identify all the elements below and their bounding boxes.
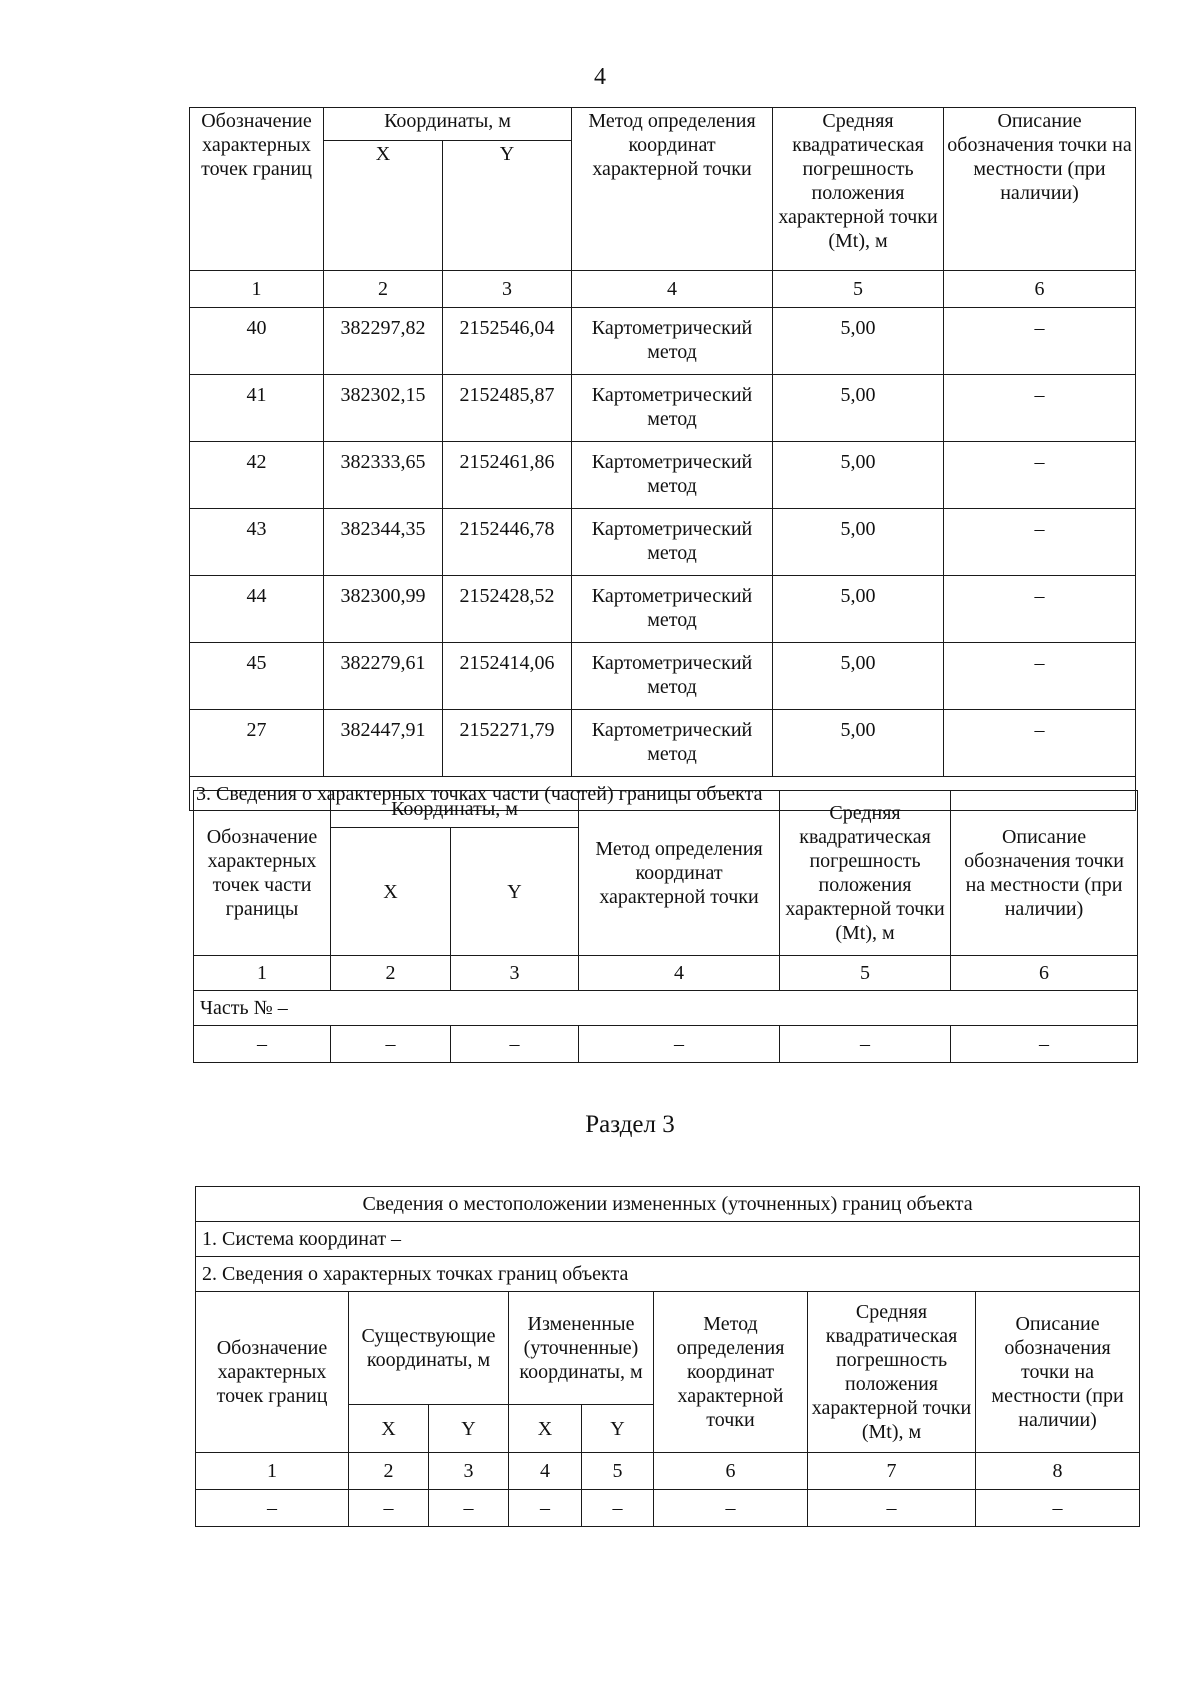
error-value: 5,00	[773, 308, 944, 375]
error-value: 5,00	[773, 710, 944, 777]
error-value: 5,00	[773, 375, 944, 442]
header-method: Метод определения координат характерной точки	[579, 791, 780, 956]
method: Картометрический метод	[572, 375, 773, 442]
table-row	[190, 509, 1136, 576]
header-method: Метод определения координат характерной точки	[572, 108, 773, 271]
coord-y: 2152271,79	[443, 710, 572, 777]
coord-y: 2152485,87	[443, 375, 572, 442]
coord-x: 382447,91	[324, 710, 443, 777]
empty-cell: –	[429, 1490, 509, 1527]
column-number: 3	[443, 271, 572, 308]
header-error: Средняя квадратическая погрешность положения характерной точки (Mt), м	[773, 108, 944, 271]
column-number: 1	[196, 1453, 349, 1490]
header-description: Описание обозначения точки на местности (при наличии)	[944, 108, 1136, 271]
description: –	[944, 308, 1136, 375]
header-y: Y	[443, 141, 572, 271]
column-numbers-row	[194, 956, 1138, 991]
section-heading: Раздел 3	[585, 1111, 675, 1138]
point-id: 44	[190, 576, 324, 643]
column-number: 2	[349, 1453, 429, 1490]
empty-cell: –	[451, 1026, 579, 1063]
empty-cell: –	[654, 1490, 808, 1527]
header-changed-coords: Измененные (уточненные) координаты, м	[509, 1292, 654, 1405]
empty-cell: –	[951, 1026, 1138, 1063]
header-designation: Обозначение характерных точек границ	[190, 108, 324, 271]
empty-cell: –	[194, 1026, 331, 1063]
header-coordinates: Координаты, м	[331, 791, 579, 828]
description: –	[944, 710, 1136, 777]
empty-cell: –	[808, 1490, 976, 1527]
description: –	[944, 509, 1136, 576]
empty-cell: –	[509, 1490, 582, 1527]
table-row	[190, 308, 1136, 375]
coord-y: 2152546,04	[443, 308, 572, 375]
header-existing-coords: Существующие координаты, м	[349, 1292, 509, 1405]
header-x: X	[324, 141, 443, 271]
coord-x: 382279,61	[324, 643, 443, 710]
empty-cell: –	[780, 1026, 951, 1063]
column-number: 3	[451, 956, 579, 991]
header-coordinates: Координаты, м	[324, 108, 572, 141]
column-number: 6	[944, 271, 1136, 308]
description: –	[944, 375, 1136, 442]
column-number: 5	[780, 956, 951, 991]
column-number: 1	[194, 956, 331, 991]
description: –	[944, 643, 1136, 710]
header-x: X	[331, 828, 451, 956]
point-id: 27	[190, 710, 324, 777]
table-row	[190, 375, 1136, 442]
method: Картометрический метод	[572, 576, 773, 643]
coord-x: 382344,35	[324, 509, 443, 576]
table-row	[190, 576, 1136, 643]
header-x: X	[349, 1405, 429, 1453]
column-number: 3	[429, 1453, 509, 1490]
point-id: 43	[190, 509, 324, 576]
column-number: 6	[951, 956, 1138, 991]
header-designation: Обозначение характерных точек части границы	[194, 791, 331, 956]
coord-y: 2152461,86	[443, 442, 572, 509]
empty-cell: –	[976, 1490, 1140, 1527]
header-error: Средняя квадратическая погрешность положения характерной точки (Mt), м	[808, 1292, 976, 1453]
header-y: Y	[582, 1405, 654, 1453]
column-numbers-row	[196, 1453, 1140, 1490]
column-number: 5	[582, 1453, 654, 1490]
empty-cell: –	[349, 1490, 429, 1527]
coord-x: 382297,82	[324, 308, 443, 375]
header-y: Y	[451, 828, 579, 956]
part-label: Часть № –	[194, 991, 1138, 1026]
header-description: Описание обозначения точки на местности (при наличии)	[976, 1292, 1140, 1453]
page-number: 4	[594, 64, 606, 90]
point-id: 42	[190, 442, 324, 509]
header-description: Описание обозначения точки на местности (при наличии)	[951, 791, 1138, 956]
table-row	[194, 1026, 1138, 1063]
header-y: Y	[429, 1405, 509, 1453]
coord-y: 2152414,06	[443, 643, 572, 710]
method: Картометрический метод	[572, 710, 773, 777]
error-value: 5,00	[773, 442, 944, 509]
coord-x: 382300,99	[324, 576, 443, 643]
part-points-table	[193, 790, 1138, 1063]
column-number: 4	[572, 271, 773, 308]
table-row	[190, 643, 1136, 710]
method: Картометрический метод	[572, 442, 773, 509]
table-row	[196, 1490, 1140, 1527]
method: Картометрический метод	[572, 509, 773, 576]
header-x: X	[509, 1405, 582, 1453]
column-number: 8	[976, 1453, 1140, 1490]
point-id: 45	[190, 643, 324, 710]
column-number: 2	[324, 271, 443, 308]
column-number: 4	[579, 956, 780, 991]
section-title: 3. Сведения о характерных точках части (частей) границы объекта	[190, 777, 1136, 811]
method: Картометрический метод	[572, 308, 773, 375]
column-number: 5	[773, 271, 944, 308]
header-method: Метод определения координат характерной точки	[654, 1292, 808, 1453]
empty-cell: –	[331, 1026, 451, 1063]
column-number: 6	[654, 1453, 808, 1490]
table-row	[190, 710, 1136, 777]
coord-x: 382302,15	[324, 375, 443, 442]
point-id: 40	[190, 308, 324, 375]
description: –	[944, 442, 1136, 509]
column-number: 7	[808, 1453, 976, 1490]
points-title: 2. Сведения о характерных точках границ объекта	[196, 1257, 1140, 1292]
column-number: 4	[509, 1453, 582, 1490]
column-number: 1	[190, 271, 324, 308]
error-value: 5,00	[773, 643, 944, 710]
coord-system: 1. Система координат –	[196, 1222, 1140, 1257]
coord-y: 2152446,78	[443, 509, 572, 576]
boundary-points-table	[189, 107, 1136, 811]
empty-cell: –	[196, 1490, 349, 1527]
method: Картометрический метод	[572, 643, 773, 710]
point-id: 41	[190, 375, 324, 442]
empty-cell: –	[582, 1490, 654, 1527]
changed-boundaries-table	[195, 1186, 1140, 1527]
column-numbers-row	[190, 271, 1136, 308]
column-number: 2	[331, 956, 451, 991]
empty-cell: –	[579, 1026, 780, 1063]
table-title: Сведения о местоположении измененных (уточненных) границ объекта	[196, 1187, 1140, 1222]
description: –	[944, 576, 1136, 643]
coord-y: 2152428,52	[443, 576, 572, 643]
table-row	[190, 442, 1136, 509]
coord-x: 382333,65	[324, 442, 443, 509]
error-value: 5,00	[773, 576, 944, 643]
header-designation: Обозначение характерных точек границ	[196, 1292, 349, 1453]
error-value: 5,00	[773, 509, 944, 576]
header-error: Средняя квадратическая погрешность положения характерной точки (Mt), м	[780, 791, 951, 956]
